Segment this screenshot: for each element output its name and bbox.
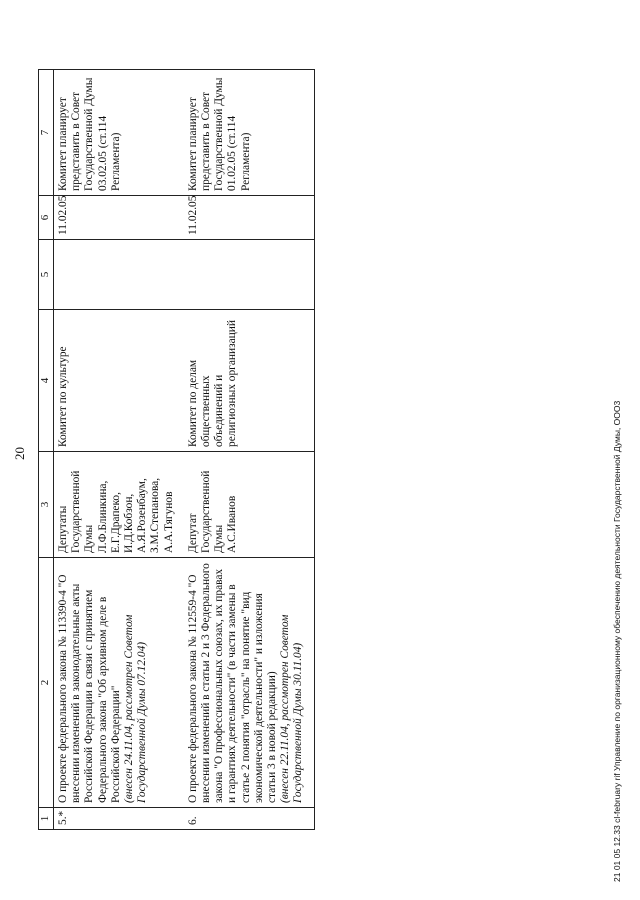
committee-cell: Комитет по культуре — [54, 310, 184, 452]
column-header-7: 7 — [39, 70, 54, 196]
column-header-3: 3 — [39, 452, 54, 558]
column-header-5: 5 — [39, 240, 54, 310]
column-5-cell — [184, 240, 314, 310]
authors-cell — [184, 452, 314, 558]
column-header-6: 6 — [39, 196, 54, 240]
table-row — [184, 70, 314, 830]
plan-cell: Комитет планирует представить в Совет Государственной Думы 01.02.05 (ст.114 Регламента) — [184, 70, 314, 196]
author-line: Депутат — [186, 513, 199, 553]
author-line: А.А.Тягунов — [162, 491, 175, 553]
author-line: Думы — [213, 524, 226, 553]
date-cell: 11.02.05 — [184, 196, 314, 240]
author-line: Думы — [83, 524, 96, 553]
column-header-1: 1 — [39, 808, 54, 830]
bill-description: О проекте федерального закона № 112559-4 "О внесении изменений в статьи 2 и 3 Федерального закона "О профессиональных союзах, их правах и гарантиях деятельности" (в части замены в статье 2 понятия "отрасль" на понятие "вид экономической деятельности" и изложения статьи 3 в новой редакции) — [186, 563, 279, 803]
column-header-4: 4 — [39, 310, 54, 452]
bill-description-cell — [184, 558, 314, 808]
author-line: Е.Г.Драпеко, — [109, 492, 122, 553]
bill-description: О проекте федерального закона № 113390-4 "О внесении изменений в законодательные акты Российской Федерации в связи с принятием Федерального закона "Об архивном деле в Российской Федерации" — [57, 574, 122, 803]
date-cell: 11.02.05 — [54, 196, 184, 240]
author-line: Депутаты — [57, 505, 69, 553]
table-row — [54, 70, 184, 830]
plan-cell: Комитет планирует представить в Совет Государственной Думы 03.02.05 (ст.114 Регламента) — [54, 70, 184, 196]
author-line: З.М.Степанова, — [149, 477, 162, 553]
author-line: Государственной — [200, 470, 213, 553]
author-line: А.С.Иванов — [226, 495, 239, 553]
author-line: Л.Ф.Блинкина, — [96, 480, 109, 553]
bill-description-cell — [54, 558, 184, 808]
column-header-2: 2 — [39, 558, 54, 808]
author-line: Государственной — [70, 470, 83, 553]
legislation-table — [38, 69, 315, 830]
committee-cell: Комитет по делам общественных объединений и религиозных организаций — [184, 310, 314, 452]
bill-note: (внесен 22.11.04, рассмотрен Советом Государственной Думы 30.11.04) — [279, 614, 305, 803]
author-line: И.Д.Кобзон, — [123, 493, 136, 553]
page-number: 20 — [12, 447, 27, 460]
row-number: 5.* — [54, 808, 184, 830]
print-footer: 21 01 05 12.33 cl-february rif Управление по организационному обеспечению деятельности Государственной Думы, ООО3 — [612, 400, 622, 882]
authors-cell — [54, 452, 184, 558]
row-number: 6. — [184, 808, 314, 830]
column-5-cell — [54, 240, 184, 310]
author-line: А.Я.Розенбаум, — [136, 478, 149, 553]
header-row — [39, 70, 54, 830]
bill-note: (внесен 24.11.04, рассмотрен Советом Государственной Думы 07.12.04) — [123, 614, 149, 803]
